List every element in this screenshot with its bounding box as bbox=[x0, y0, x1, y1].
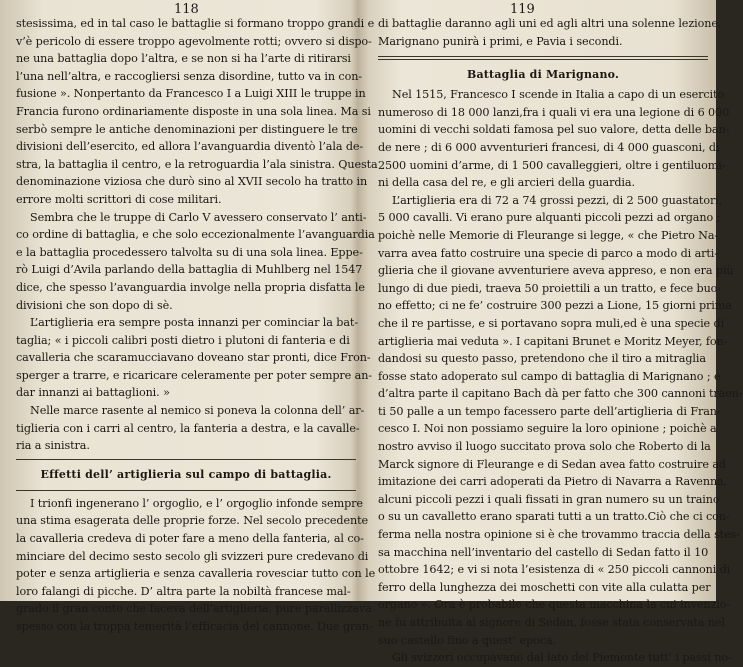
text-line: loro falangi di picche. D’ altra parte la nobiltà francese mal- bbox=[16, 584, 351, 598]
text-line: divisioni che son dopo di sè. bbox=[16, 298, 173, 312]
text-line: fosse stato adoperato sul campo di battaglia di Marignano ; e bbox=[378, 369, 721, 383]
text-line: la cavalleria credeva di poter fare a meno della fanteria, al co- bbox=[16, 532, 364, 546]
text-line: grado il gran conto che faceva dell’artiglieria, pure parallizzava bbox=[16, 602, 372, 616]
text-line: co ordine di battaglia, e che solo eccezionalmente l’avanguardia bbox=[16, 228, 375, 242]
text-line: ottobre 1642; e vi si nota l’esistenza di « 250 piccoli cannoni di bbox=[378, 563, 731, 577]
section-divider bbox=[16, 459, 356, 460]
text-line: imitazione dei carri adoperati da Pietro di Navarra a Ravenna, bbox=[378, 475, 728, 489]
text-line: e la battaglia procedessero talvolta su di una sola linea. Eppe- bbox=[16, 245, 363, 259]
paragraph bbox=[378, 192, 743, 649]
paragraph bbox=[16, 209, 375, 315]
text-line: serbò sempre le antiche denominazioni per distinguere le tre bbox=[16, 122, 358, 136]
text-line: di battaglie daranno agli uni ed agli altri una solenne lezione. bbox=[378, 17, 722, 30]
text-line: artiglieria mai veduta ». I capitani Brunet e Moritz Meyer, fon- bbox=[378, 334, 728, 348]
paragraph bbox=[16, 495, 376, 636]
text-line: Francia furono ordinariamente disposte in una sola linea. Ma si bbox=[16, 104, 371, 118]
text-line: lungo di due piedi, traeva 50 proiettili a un tratto, e fece buo- bbox=[378, 281, 722, 295]
text-line: Marck signore di Fleurange e di Sedan avea fatto costruire ad bbox=[378, 457, 726, 471]
text-line: una stima esagerata delle proprie forze. Nel secolo precedente bbox=[16, 514, 369, 528]
text-line: Nel 1515, Francesco I scende in Italia a capo di un esercito bbox=[392, 88, 725, 102]
text-line: ne fu attribuita al signore di Sedan, fosse stata conservata nel bbox=[378, 616, 725, 629]
text-line: ne una battaglia dopo l’altra, e se non si ha l’arte di ritirarsi bbox=[16, 52, 351, 66]
text-line: organo ». Ora è probabile che questa macchina la cui invenzio- bbox=[378, 598, 731, 612]
text-column bbox=[16, 15, 378, 636]
text-line: 2500 uomini d’arme, di 1 500 cavalleggieri, oltre i gentiluomi- bbox=[378, 158, 726, 172]
text-line: numeroso di 18 000 lanzi,fra i quali vi era una legione di 6 000 bbox=[378, 105, 730, 119]
text-line: dice, che spesso l’avanguardia involge nella propria disfatta le bbox=[16, 280, 365, 294]
left-page bbox=[0, 0, 378, 633]
text-line: Nelle marce rasente al nemico si poneva la colonna dell’ ar- bbox=[30, 404, 365, 418]
text-line: errore molti scrittori di cose militari. bbox=[16, 192, 222, 206]
text-line: Sembra che le truppe di Carlo V avessero conservato l’ anti- bbox=[30, 210, 367, 224]
text-line: Gli svizzeri occupavano dal lato del Piemonte tutt’ i passi no- bbox=[392, 651, 732, 665]
text-line: denominazione viziosa che durò sino al XVII secolo ha tratto in bbox=[16, 175, 368, 189]
text-line: cavalleria che scaramucciavano doveano star pronti, dice Fron- bbox=[16, 351, 371, 365]
text-line: divisioni dell’esercito, ed allora l’avanguardia diventò l’ala de- bbox=[16, 140, 364, 154]
text-line: fusione ». Nonpertanto da Francesco I a Luigi XIII le truppe in bbox=[16, 87, 366, 101]
text-line: minciare del decimo sesto secolo gli svizzeri pure credevano di bbox=[16, 549, 369, 563]
text-line: cesco I. Noi non possiamo seguire la loro opinione ; poichè a bbox=[378, 422, 717, 436]
text-line: d’altra parte il capitano Bach dà per fatto che 300 cannoni traen- bbox=[378, 387, 743, 401]
text-line: v’è pericolo di essere troppo agevolmente rotti; ovvero si dispo- bbox=[16, 34, 372, 48]
text-line: de nere ; di 6 000 avventurieri francesi, di 4 000 guasconi, di bbox=[378, 140, 720, 154]
text-line: suo castello fino a quest’ epoca. bbox=[378, 633, 556, 647]
text-line: ti 50 palle a un tempo facessero parte dell’artiglieria di Fran- bbox=[378, 404, 721, 418]
page-number: 118 bbox=[174, 2, 199, 17]
text-line: stesissima, ed in tal caso le battaglie si formano troppo grandi e bbox=[16, 17, 375, 30]
text-line: tiglieria con i carri al centro, la fanteria a destra, e la cavalle- bbox=[16, 421, 360, 435]
paragraph bbox=[16, 402, 365, 455]
text-line: ferma nella nostra opinione si è che trovammo traccia della stes- bbox=[378, 528, 740, 542]
text-line: spesso con la troppa temerità l’efficacia del cannone. Due gran- bbox=[16, 620, 373, 633]
right-page bbox=[372, 0, 743, 665]
text-line: varra avea fatto costruire una specie di parco a modo di arti- bbox=[378, 246, 718, 260]
text-line: L’artiglieria era di 72 a 74 grossi pezzi, di 2 500 guastatori, bbox=[392, 193, 723, 207]
text-line: poichè nelle Memorie di Fleurange si legge, « che Pietro Na- bbox=[378, 228, 719, 242]
text-line: ferro della lunghezza dei moschetti con vite alla culatta per bbox=[378, 580, 711, 594]
text-line: Marignano punirà i primi, e Pavia i secondi. bbox=[378, 34, 623, 48]
text-line: I trionfi ingenerano l’ orgoglio, e l’ orgoglio infonde sempre bbox=[30, 496, 363, 510]
text-line: o su un cavalletto erano sparati tutti a un tratto.Ciò che ci con- bbox=[378, 510, 730, 524]
page-number: 119 bbox=[510, 2, 535, 17]
paragraph bbox=[16, 314, 372, 402]
paragraph bbox=[378, 649, 732, 667]
text-line: sa macchina nell’inventario del castello di Sedan fatto il 10 bbox=[378, 545, 709, 559]
text-line: nostro avviso il luogo succitato prova solo che Roberto di la bbox=[378, 440, 711, 454]
text-line: sperger a trarre, e ricaricare celeramente per poter sempre an- bbox=[16, 368, 372, 382]
text-line: che il re partisse, e si portavano sopra muli,ed è una specie di bbox=[378, 316, 725, 330]
text-line: ria a sinistra. bbox=[16, 439, 90, 453]
section-heading: Battaglia di Marignano. bbox=[466, 68, 620, 82]
text-line: L’artiglieria era sempre posta innanzi per cominciar la bat- bbox=[30, 316, 358, 330]
paragraph bbox=[378, 15, 722, 50]
text-line: l’una nell’altra, e raccogliersi senza disordine, tutto va in con- bbox=[16, 69, 362, 83]
text-line: uomini di vecchi soldati famosa pel suo valore, detta delle ban- bbox=[378, 123, 730, 137]
heading-underline bbox=[16, 490, 356, 491]
text-line: poter e senza artiglieria e senza cavalleria rovesciar tutto con le bbox=[16, 567, 376, 581]
text-line: glieria che il giovane avventuriere aveva appreso, e non era più bbox=[378, 264, 734, 278]
paragraph bbox=[378, 86, 730, 192]
section-heading: Effetti dell’ artiglieria sul campo di battaglia. bbox=[40, 467, 332, 481]
text-line: taglia; « i piccoli calibri posti dietro i plutoni di fanteria e di bbox=[16, 333, 350, 347]
text-line: stra, la battaglia il centro, e la retroguardia l’ala sinistra. Questa bbox=[16, 157, 378, 171]
text-line: ni della casa del re, e gli arcieri della guardia. bbox=[378, 176, 635, 190]
text-line: alcuni piccoli pezzi i quali fissati in gran numero su un traino bbox=[378, 492, 720, 506]
paragraph bbox=[16, 15, 378, 209]
text-line: dar innanzi ai battaglioni. » bbox=[16, 386, 170, 400]
section-divider bbox=[378, 56, 708, 60]
text-line: no effetto; ci ne fe’ costruire 300 pezzi a Lione, 15 giorni prima bbox=[378, 299, 732, 313]
text-line: 5 000 cavalli. Vi erano pure alquanti piccoli pezzi ad organo ; bbox=[378, 211, 721, 225]
text-line: dandosi su questo passo, pretendono che il tiro a mitraglia bbox=[378, 352, 706, 366]
text-line: rò Luigi d’Avila parlando della battaglia di Muhlberg nel 1547 bbox=[16, 263, 363, 277]
text-column bbox=[378, 15, 743, 667]
